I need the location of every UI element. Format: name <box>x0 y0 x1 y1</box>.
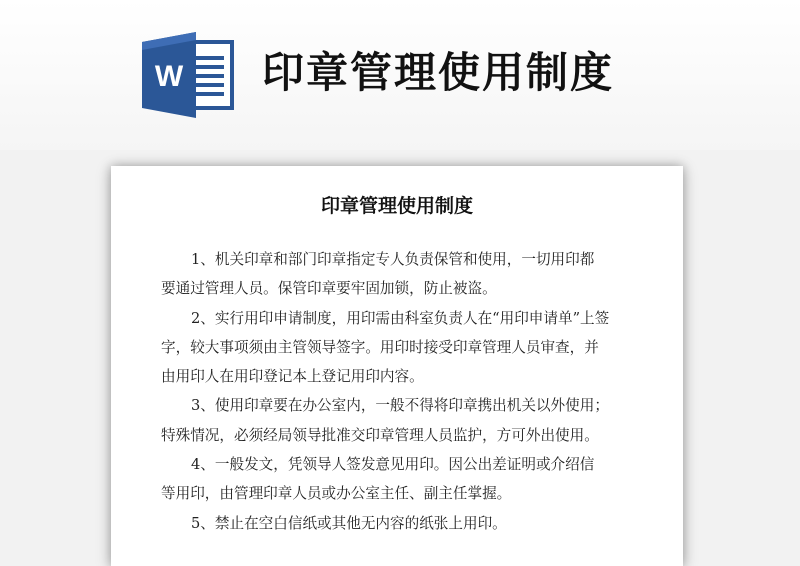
banner-title: 印章管理使用制度 <box>262 48 615 97</box>
paragraph-line: 特殊情况，必须经局领导批准交印章管理人员监护，方可外出使用。 <box>161 426 599 444</box>
paragraph-line: 要通过管理人员。保管印章要牢固加锁，防止被盗。 <box>161 280 497 298</box>
document-title: 印章管理使用制度 <box>320 195 473 217</box>
paragraph-line: 字，较大事项须由主管领导签字。用印时接受印章管理人员审查，并 <box>161 338 599 356</box>
word-icon-letter: W <box>154 60 184 93</box>
document-page <box>111 166 683 566</box>
paragraph-5 <box>161 509 639 538</box>
paragraph-line: 等用印，由管理印章人员或办公室主任、副主任掌握。 <box>161 485 512 503</box>
paragraph-3 <box>161 391 639 450</box>
paragraph-line: 4、一般发文，凭领导人签发意见用印。因公出差证明或介绍信 <box>191 456 595 474</box>
word-document-icon <box>140 32 236 118</box>
paragraph-line: 2、实行用印申请制度，用印需由科室负责人在“用印申请单”上签 <box>191 309 610 327</box>
paragraph-line: 由用印人在用印登记本上登记用印内容。 <box>161 368 424 386</box>
paragraph-line: 3、使用印章要在办公室内，一般不得将印章携出机关以外使用； <box>191 397 609 415</box>
paragraph-1 <box>161 245 639 304</box>
paragraph-4 <box>161 450 639 509</box>
document-body <box>161 245 639 538</box>
paragraph-line: 1、机关印章和部门印章指定专人负责保管和使用，一切用印都 <box>191 251 595 268</box>
paragraph-2 <box>161 304 639 392</box>
paragraph-line: 5、禁止在空白信纸或其他无内容的纸张上用印。 <box>191 514 507 532</box>
header-banner <box>0 0 800 150</box>
